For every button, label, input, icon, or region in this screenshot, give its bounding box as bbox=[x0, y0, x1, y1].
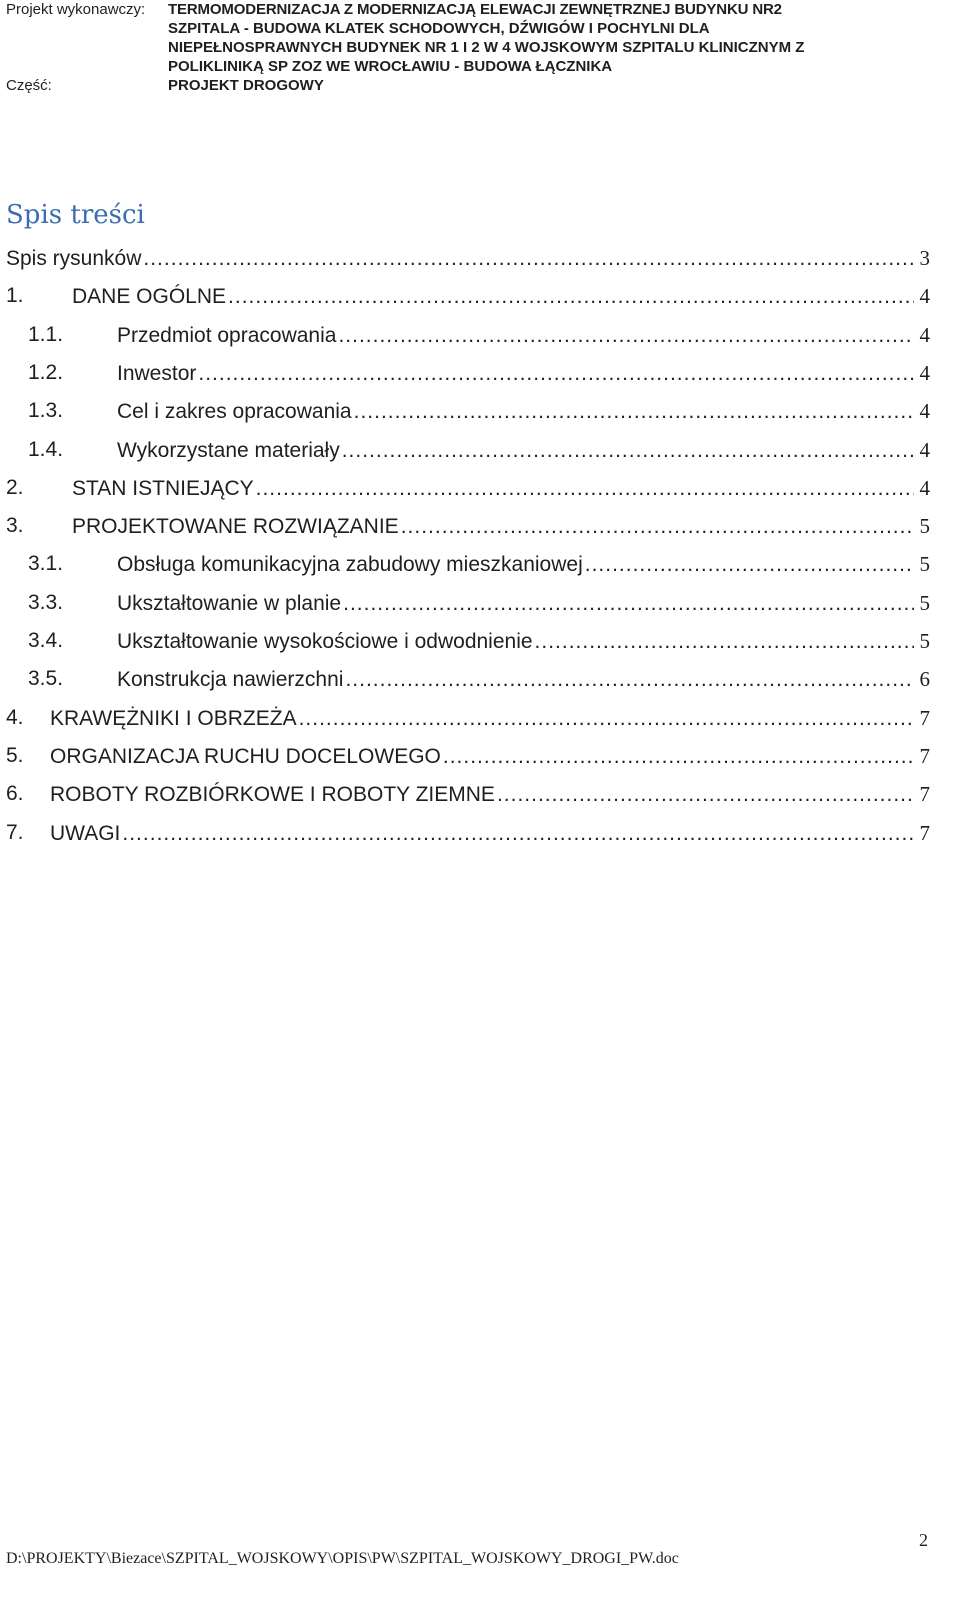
toc-entry-title: KRAWĘŻNIKI I OBRZEŻA bbox=[50, 706, 297, 730]
project-title-line-3: NIEPEŁNOSPRAWNYCH BUDYNEK NR 1 I 2 W 4 WOJSKOWYM SZPITALU KLINICZNYM Z bbox=[168, 39, 805, 56]
toc-entry-page: 4 bbox=[919, 399, 930, 424]
toc-dot-leader bbox=[497, 780, 914, 810]
project-row-4 bbox=[6, 57, 946, 76]
toc-entry-number: 6. bbox=[6, 782, 24, 806]
toc-entry-page: 5 bbox=[919, 629, 930, 653]
toc-dot-leader bbox=[256, 474, 914, 504]
toc-entry-page: 3 bbox=[919, 246, 930, 270]
toc-entry-number: 3.5. bbox=[28, 667, 64, 691]
toc-entry-page: 7 bbox=[919, 820, 930, 845]
toc-entry-title: Ukształtowanie wysokościowe i odwodnienie bbox=[117, 630, 533, 653]
toc-entry-title: Wykorzystane materiały bbox=[117, 438, 340, 462]
toc-dot-leader bbox=[354, 397, 914, 427]
toc-dot-leader bbox=[535, 627, 914, 657]
toc-entry-page: 7 bbox=[919, 782, 930, 807]
toc-entry-title: Konstrukcja nawierzchni bbox=[117, 668, 344, 692]
toc-entry-title: DANE OGÓLNE bbox=[72, 285, 227, 309]
footer-page-number: 2 bbox=[919, 1530, 928, 1550]
toc-entry[interactable] bbox=[6, 396, 930, 426]
project-row bbox=[6, 0, 946, 19]
toc-entry-number: 7. bbox=[6, 820, 24, 844]
toc-entry-title: Spis rysunków bbox=[6, 247, 142, 270]
toc-entry[interactable] bbox=[6, 626, 930, 656]
toc-entry-number: 1.1. bbox=[28, 322, 64, 346]
toc-entry-title: STAN ISTNIEJĄCY bbox=[72, 476, 254, 500]
toc-entry[interactable] bbox=[6, 779, 930, 809]
toc-entry-number: 3.1. bbox=[28, 552, 64, 576]
toc-entry-page: 7 bbox=[919, 705, 930, 730]
toc-entry-title: Ukształtowanie w planie bbox=[117, 591, 342, 615]
toc-entry-page: 5 bbox=[919, 552, 930, 577]
toc-entry-title: Obsługa komunikacyjna zabudowy mieszkaniowej bbox=[117, 553, 583, 577]
toc-dot-leader bbox=[342, 436, 914, 466]
toc-dot-leader bbox=[338, 321, 913, 351]
toc-entry-title: Cel i zakres opracowania bbox=[117, 400, 352, 424]
toc-entry-page: 4 bbox=[919, 284, 930, 309]
toc-entry-number: 1.2. bbox=[28, 360, 64, 384]
project-row-2 bbox=[6, 19, 946, 38]
toc-entry-number: 3. bbox=[6, 514, 24, 538]
toc-dot-leader bbox=[228, 282, 913, 312]
page-header bbox=[6, 0, 946, 95]
toc-entry-page: 4 bbox=[919, 475, 930, 500]
toc-entry-title: Przedmiot opracowania bbox=[117, 323, 337, 347]
toc-entry-title: UWAGI bbox=[50, 821, 121, 845]
toc-entry-page: 5 bbox=[919, 514, 930, 539]
toc-entry[interactable] bbox=[6, 741, 930, 771]
project-title-line-1: TERMOMODERNIZACJA Z MODERNIZACJĄ ELEWACJI ZEWNĘTRZNEJ BUDYNKU NR2 bbox=[168, 1, 782, 18]
toc-entry-page: 6 bbox=[919, 667, 930, 692]
toc-entry-page: 5 bbox=[919, 590, 930, 615]
project-row-3 bbox=[6, 38, 946, 57]
toc-entry-title: Inwestor bbox=[117, 361, 197, 385]
toc-entry[interactable] bbox=[6, 511, 930, 541]
toc-entry[interactable] bbox=[6, 549, 930, 579]
toc-entry-page: 7 bbox=[919, 743, 930, 768]
toc-dot-leader bbox=[143, 244, 913, 274]
toc-title: Spis treści bbox=[6, 200, 145, 230]
toc-entry[interactable] bbox=[6, 320, 930, 350]
toc-entry-page: 4 bbox=[919, 322, 930, 347]
toc-dot-leader bbox=[122, 819, 913, 849]
toc-dot-leader bbox=[443, 742, 914, 772]
project-label: Projekt wykonawczy: bbox=[6, 1, 146, 18]
toc-entry-number: 4. bbox=[6, 705, 24, 729]
toc-entry-number: 5. bbox=[6, 743, 24, 767]
part-label: Część: bbox=[6, 77, 52, 94]
project-title-line-2: SZPITALA - BUDOWA KLATEK SCHODOWYCH, DŹWIGÓW I POCHYLNI DLA bbox=[168, 20, 710, 37]
part-value: PROJEKT DROGOWY bbox=[168, 77, 324, 94]
toc-entry-title: PROJEKTOWANE ROZWIĄZANIE bbox=[72, 515, 399, 539]
toc-entry[interactable] bbox=[6, 703, 930, 733]
toc-entry-number: 1.4. bbox=[28, 437, 64, 461]
toc-dot-leader bbox=[585, 550, 914, 580]
toc-entry-page: 4 bbox=[919, 437, 930, 462]
toc-entry[interactable] bbox=[6, 281, 930, 311]
toc-entry-page: 4 bbox=[919, 360, 930, 385]
toc-dot-leader bbox=[343, 589, 913, 619]
toc-entry-number: 1. bbox=[6, 284, 24, 308]
toc-entry-number: 3.4. bbox=[28, 629, 64, 652]
toc-entry[interactable] bbox=[6, 473, 930, 503]
toc-entry-number: 3.3. bbox=[28, 590, 64, 614]
toc-dot-leader bbox=[401, 512, 914, 542]
toc-entry-number: 1.3. bbox=[28, 399, 64, 423]
part-row bbox=[6, 76, 946, 95]
toc-entry[interactable] bbox=[6, 243, 930, 273]
toc-entry[interactable] bbox=[6, 588, 930, 618]
toc-entry-number: 2. bbox=[6, 475, 24, 499]
toc-dot-leader bbox=[299, 704, 914, 734]
toc-entry-title: ORGANIZACJA RUCHU DOCELOWEGO bbox=[50, 744, 441, 768]
footer-file-path: D:\PROJEKTY\Biezace\SZPITAL_WOJSKOWY\OPIS\PW\SZPITAL_WOJSKOWY_DROGI_PW.doc bbox=[6, 1550, 679, 1567]
project-title-line-4: POLIKLINIKĄ SP ZOZ WE WROCŁAWIU - BUDOWA ŁĄCZNIKA bbox=[168, 58, 613, 75]
toc-entry[interactable] bbox=[6, 664, 930, 694]
toc-entry-title: ROBOTY ROZBIÓRKOWE I ROBOTY ZIEMNE bbox=[50, 783, 495, 807]
toc-entry[interactable] bbox=[6, 435, 930, 465]
toc-entry[interactable] bbox=[6, 818, 930, 848]
toc-entry[interactable] bbox=[6, 358, 930, 388]
toc-dot-leader bbox=[345, 665, 913, 695]
toc-dot-leader bbox=[198, 359, 913, 389]
